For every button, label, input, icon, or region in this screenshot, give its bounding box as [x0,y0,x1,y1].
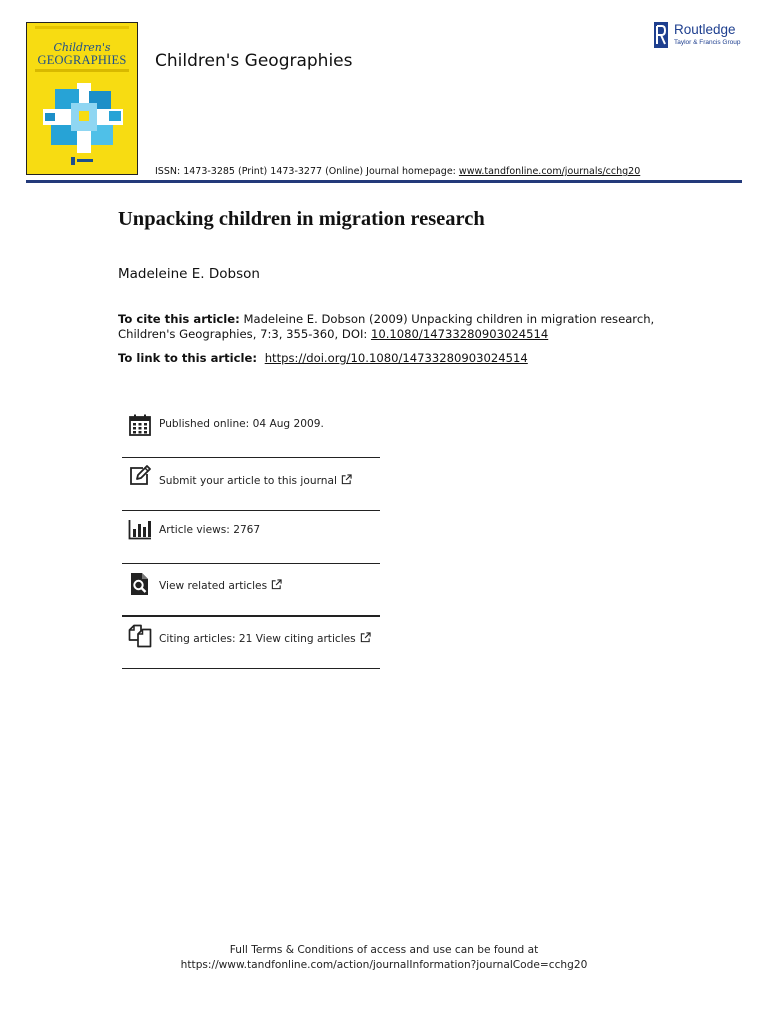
article-title: Unpacking children in migration research [118,208,485,230]
terms-footer [0,943,768,972]
issn-text: ISSN: 1473-3285 (Print) 1473-3277 (Online) Journal homepage: [155,166,459,177]
cite-text-line1: Madeleine E. Dobson (2009) Unpacking children in migration research, [239,312,655,326]
issn-line [155,166,640,177]
external-link-icon [271,579,282,590]
bar-chart-icon [128,517,152,541]
published-online-text: Published online: 04 Aug 2009. [159,418,324,430]
journal-cover-image [26,22,138,175]
view-citing-articles-link[interactable] [122,617,380,669]
cite-text-line2: Children's Geographies, 7:3, 355-360, DOI: [118,326,371,341]
citing-icon [128,624,152,648]
publisher-name: Routledge [674,22,736,37]
journal-name: Children's Geographies [155,51,353,71]
article-views-row [122,511,380,563]
publisher-subtitle: Taylor & Francis Group [674,39,741,46]
published-online-row [122,406,380,458]
journal-homepage-link[interactable]: www.tandfonline.com/journals/cchg20 [458,166,641,177]
cover-publisher-mark [71,157,93,165]
external-link-icon [360,632,371,643]
terms-line: Full Terms & Conditions of access and use can be found at [229,944,539,956]
submit-article-text: Submit your article to this journal [159,475,337,487]
edit-icon [128,464,152,488]
cite-label: To cite this article: [118,312,240,326]
search-document-icon [128,572,152,596]
citation-block [118,312,658,341]
article-link-block [118,351,528,365]
cover-artwork [43,83,123,153]
external-link-icon [341,474,352,485]
submit-article-link[interactable] [122,458,380,510]
citing-articles-text: Citing articles: 21 View citing articles [159,633,356,645]
link-label: To link to this article: [118,351,262,365]
cover-script-title: Children's [53,41,111,54]
header-divider [26,180,742,183]
view-related-articles-link[interactable] [122,564,380,616]
cite-doi-link[interactable]: 10.1080/14733280903024514 [370,326,549,341]
routledge-logo [654,22,746,50]
calendar-icon [128,413,152,437]
routledge-r-icon [654,22,668,48]
cover-main-title: GEOGRAPHIES [37,53,127,67]
article-doi-link[interactable]: https://doi.org/10.1080/14733280903024514 [264,351,528,365]
view-related-articles-text: View related articles [159,580,268,592]
article-author: Madeleine E. Dobson [118,266,260,282]
terms-url[interactable]: https://www.tandfonline.com/action/journalInformation?journalCode=cchg20 [180,958,588,971]
article-views-text: Article views: 2767 [159,524,261,536]
metrics-divider [122,668,380,669]
